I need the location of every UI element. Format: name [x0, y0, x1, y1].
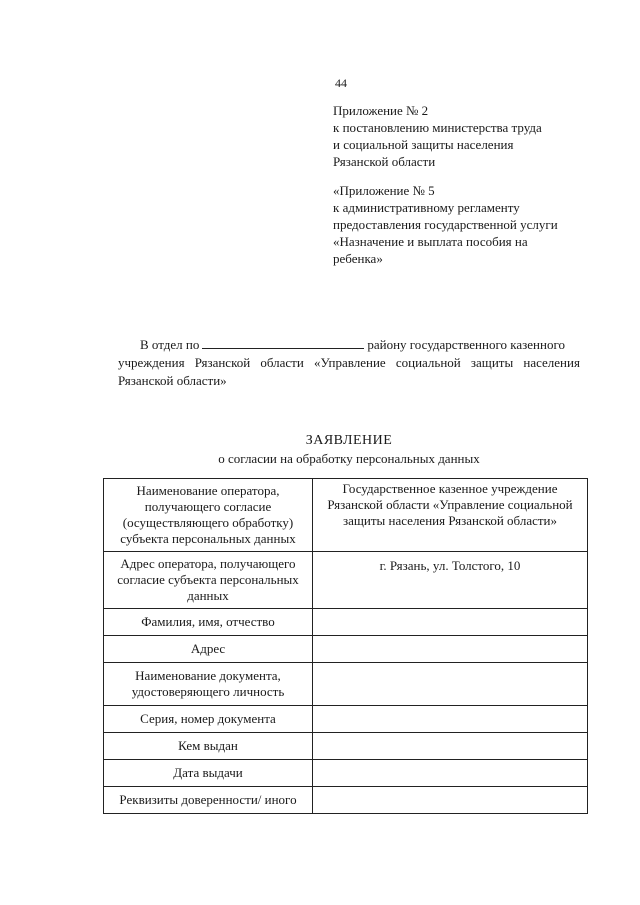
table-row [104, 787, 588, 814]
table-row [104, 552, 588, 609]
addressee-word: области [260, 355, 304, 370]
full-name-field[interactable] [313, 609, 588, 636]
appendix-5-header [333, 182, 613, 267]
issued-by-label: Кем выдан [104, 733, 313, 760]
addressee-line-2 [118, 354, 580, 372]
addressee-word: Рязанской [194, 355, 251, 370]
document-number-field[interactable] [313, 706, 588, 733]
addressee-line-1 [118, 336, 580, 354]
addressee-word: учреждения [118, 355, 185, 370]
addressee-word: «Управление [313, 355, 386, 370]
power-of-attorney-field[interactable] [313, 787, 588, 814]
addressee-suffix: району государственного казенного [367, 337, 565, 352]
operator-address-value: г. Рязань, ул. Толстого, 10 [313, 552, 588, 609]
statement-subtitle: о согласии на обработку персональных данных [218, 451, 480, 466]
table-row [104, 663, 588, 706]
consent-table [103, 478, 588, 814]
appendix-5-line: ребенка» [333, 251, 383, 266]
appendix-2-header [333, 102, 613, 170]
table-row [104, 479, 588, 552]
district-blank-field[interactable] [202, 337, 364, 349]
operator-address-label: Адрес оператора, получающего согласие субъекта персональных данных [104, 552, 313, 609]
statement-title: ЗАЯВЛЕНИЕ [305, 433, 393, 448]
appendix-2-line: Приложение № 2 [333, 103, 429, 118]
table-row [104, 760, 588, 787]
appendix-2-line: к постановлению министерства труда [333, 120, 542, 135]
addressee-word: социальной [395, 355, 461, 370]
operator-name-label: Наименование оператора, получающего согласие (осуществляющего обработку) субъекта персональных данных [104, 479, 313, 552]
addressee-word: защиты [470, 355, 514, 370]
appendix-2-line: Рязанской области [333, 154, 436, 169]
appendix-5-line: предоставления государственной услуги [333, 217, 558, 232]
document-number-label: Серия, номер документа [104, 706, 313, 733]
appendix-2-line: и социальной защиты населения [333, 137, 514, 152]
full-name-label: Фамилия, имя, отчество [104, 609, 313, 636]
id-document-field[interactable] [313, 663, 588, 706]
appendix-5-line: к административному регламенту [333, 200, 520, 215]
table-row [104, 733, 588, 760]
table-row [104, 636, 588, 663]
appendix-5-line: «Приложение № 5 [333, 183, 435, 198]
issued-by-field[interactable] [313, 733, 588, 760]
page-number: 44 [335, 76, 347, 90]
appendix-5-line: «Назначение и выплата пособия на [333, 234, 528, 249]
table-row [104, 706, 588, 733]
table-row [104, 609, 588, 636]
address-label: Адрес [104, 636, 313, 663]
id-document-label: Наименование документа, удостоверяющего личность [104, 663, 313, 706]
operator-name-value: Государственное казенное учреждение Рязанской области «Управление социальной защиты населения Рязанской области» [313, 479, 588, 552]
issue-date-field[interactable] [313, 760, 588, 787]
addressee-prefix: В отдел по [140, 337, 200, 352]
addressee-word: населения [523, 355, 580, 370]
power-of-attorney-label: Реквизиты доверенности/ иного [104, 787, 313, 814]
issue-date-label: Дата выдачи [104, 760, 313, 787]
addressee-line-3: Рязанской области» [118, 373, 227, 388]
address-field[interactable] [313, 636, 588, 663]
addressee-block [118, 336, 580, 390]
